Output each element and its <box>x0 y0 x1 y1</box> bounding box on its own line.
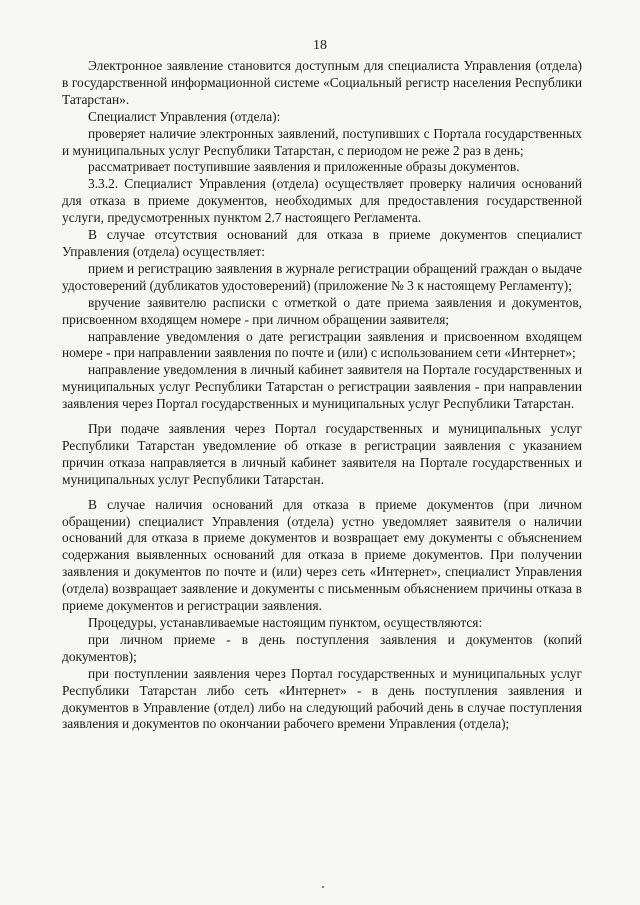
document-body <box>62 58 582 733</box>
paragraph: проверяет наличие электронных заявлений, поступивших с Портала государственных и муниципальных услуг Республики Татарстан, с периодом не реже 2 раз в день; <box>62 125 582 158</box>
paragraph: Электронное заявление становится доступным для специалиста Управления (отдела) в государственной информационной системе «Социальный регистр населения Республики Татарстан». <box>62 58 582 107</box>
paragraph: вручение заявителю расписки с отметкой о дате приема заявления и документов, присвоенном входящем номере - при личном обращении заявителя; <box>62 294 582 327</box>
paragraph: направление уведомления в личный кабинет заявителя на Портале государственных и муниципальных услуг Республики Татарстан о регистрации заявления - при направлении заявления через Портал государственных и муниципальных услуг Республики Татарстан. <box>62 362 582 412</box>
paragraph: при поступлении заявления через Портал государственных и муниципальных услуг Республики Татарстан либо сеть «Интернет» - в день поступления заявления и документов в Управление (отдел) либо на следующий рабочий день в случае поступления заявления и документов по окончании рабочего времени Управления (отдела); <box>62 665 582 732</box>
paragraph: рассматривает поступившие заявления и приложенные образы документов. <box>88 159 520 175</box>
paragraph: Процедуры, устанавливаемые настоящим пунктом, осуществляются: <box>88 615 483 630</box>
paragraph: Специалист Управления (отдела): <box>88 108 281 124</box>
paragraph: 3.3.2. Специалист Управления (отдела) осуществляет проверку наличия оснований для отказа в приеме документов, необходимых для предоставления государственной услуги, предусмотренных пунктом 2.7 настоящего Регламента. <box>62 176 582 226</box>
page-number: 18 <box>313 38 327 53</box>
paragraph: направление уведомления о дате регистрации заявления и присвоенном входящем номере - при направлении заявления по почте и (или) с использованием сети «Интернет»; <box>62 328 582 361</box>
paragraph: В случае отсутствия оснований для отказа в приеме документов специалист Управления (отдела) осуществляет: <box>62 227 582 259</box>
paragraph: В случае наличия оснований для отказа в приеме документов (при личном обращении) специалист Управления (отдела) устно уведомляет заявителя о наличии оснований для отказа в приеме документов и возвращает ему документы с объяснением содержания выявленных оснований для отказа в приеме документов. При получении заявления и документов по почте и (или) через сеть «Интернет», специалист Управления (отдела) возвращает заявление и документы с письменным объяснением причины отказа в приеме документов и регистрации заявления. <box>62 496 582 614</box>
paragraph: При подаче заявления через Портал государственных и муниципальных услуг Республики Татарстан уведомление об отказе в регистрации заявления с указанием причин отказа направляется в личный кабинет заявителя на Портале государственных и муниципальных услуг Республики Татарстан. <box>62 421 582 487</box>
scan-speck <box>322 886 324 888</box>
paragraph: прием и регистрацию заявления в журнале регистрации обращений граждан о выдаче удостоверений (дубликатов удостоверений) (приложение № 3 к настоящему Регламенту); <box>62 260 582 293</box>
paragraph: при личном приеме - в день поступления заявления и документов (копий документов); <box>62 631 582 664</box>
